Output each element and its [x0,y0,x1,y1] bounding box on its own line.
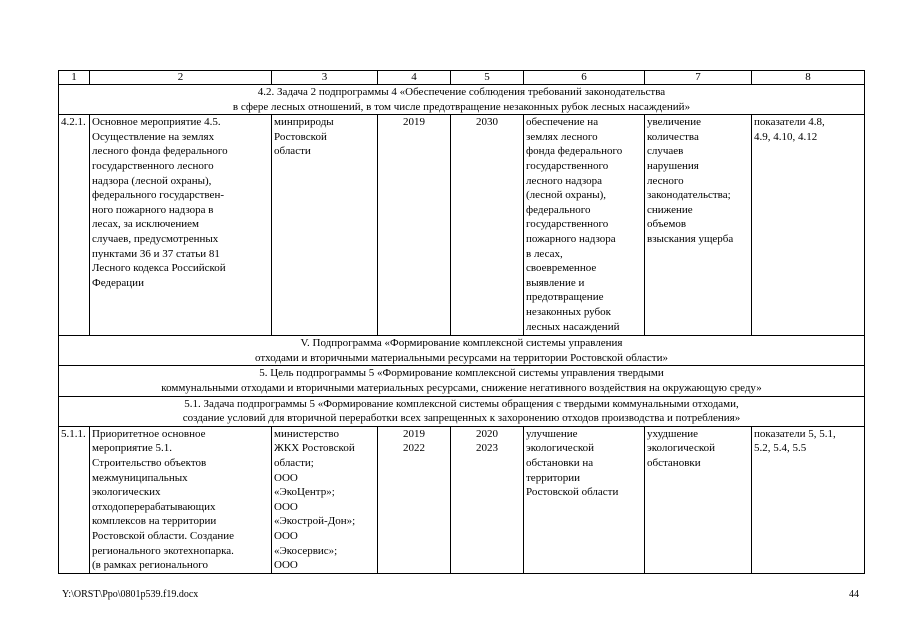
goal-heading-5: 5. Цель подпрограммы 5 «Формирование комплексной системы управления твердыми коммунальными отходами и вторичными материальных ресурсами, снижение негативного воздействия на окружающую среду» [59,366,865,396]
table-row [59,426,865,573]
column-number: 6 [524,71,645,85]
expected-result: улучшение экологической обстановки на территории Ростовской области [524,426,645,573]
indicators: показатели 5, 5.1, 5.2, 5.4, 5.5 [752,426,865,573]
table-row [59,115,865,336]
column-number: 1 [59,71,90,85]
subprogram-heading-v: V. Подпрограмма «Формирование комплексной системы управления отходами и вторичными материальными ресурсами на территории Ростовской области» [59,336,865,366]
column-number: 5 [451,71,524,85]
task-heading-5-1: 5.1. Задача подпрограммы 5 «Формирование комплексной системы обращения с твердыми коммунальными отходами, создание условий для вторичной переработки всех запрещенных к захоронению отходов производства и потребления» [59,396,865,426]
start-year: 2019 [378,115,451,336]
column-number: 2 [90,71,272,85]
consequences: увеличение количества случаев нарушения лесного законодательства; снижение объемов взыскания ущерба [645,115,752,336]
document-table [58,70,865,574]
column-number: 4 [378,71,451,85]
executor: министерство ЖКХ Ростовской области; ООО «ЭкоЦентр»; ООО «Экострой-Дон»; ООО «Экосервис»; ООО [272,426,378,573]
measure-name: Основное мероприятие 4.5. Осуществление на землях лесного фонда федерального государственного лесного надзора (лесной охраны), федерального государствен- ного пожарного надзора в лесах, за исключением случаев, предусмотренных пунктами 36 и 37 статьи 81 Лесного кодекса Российской Федерации [90,115,272,336]
consequences: ухудшение экологической обстановки [645,426,752,573]
column-number: 8 [752,71,865,85]
section-heading-4-2: 4.2. Задача 2 подпрограммы 4 «Обеспечение соблюдения требований законодательства в сфере лесных отношений, в том числе предотвращение незаконных рубок лесных насаждений» [59,85,865,115]
column-number: 7 [645,71,752,85]
indicators: показатели 4.8, 4.9, 4.10, 4.12 [752,115,865,336]
expected-result: обеспечение на землях лесного фонда федерального государственного лесного надзора (лесной охраны), федерального государственного пожарного надзора в лесах, своевременное выявление и предотвращение незаконных рубок лесных насаждений [524,115,645,336]
page-number: 44 [849,589,859,600]
row-number: 4.2.1. [59,115,90,336]
end-year: 2030 [451,115,524,336]
column-number-row [59,71,865,85]
start-year: 2019 2022 [378,426,451,573]
section-heading-row [59,336,865,366]
column-number: 3 [272,71,378,85]
row-number: 5.1.1. [59,426,90,573]
footer-file-path: Y:\ORST\Ppo\0801p539.f19.docx [62,589,199,600]
end-year: 2020 2023 [451,426,524,573]
executor: минприроды Ростовской области [272,115,378,336]
section-heading-row [59,85,865,115]
measure-name: Приоритетное основное мероприятие 5.1. Строительство объектов межмуниципальных экологических отходоперерабатывающих комплексов на территории Ростовской области. Создание регионального экотехнопарка. (в рамках регионального [90,426,272,573]
section-heading-row [59,396,865,426]
section-heading-row [59,366,865,396]
